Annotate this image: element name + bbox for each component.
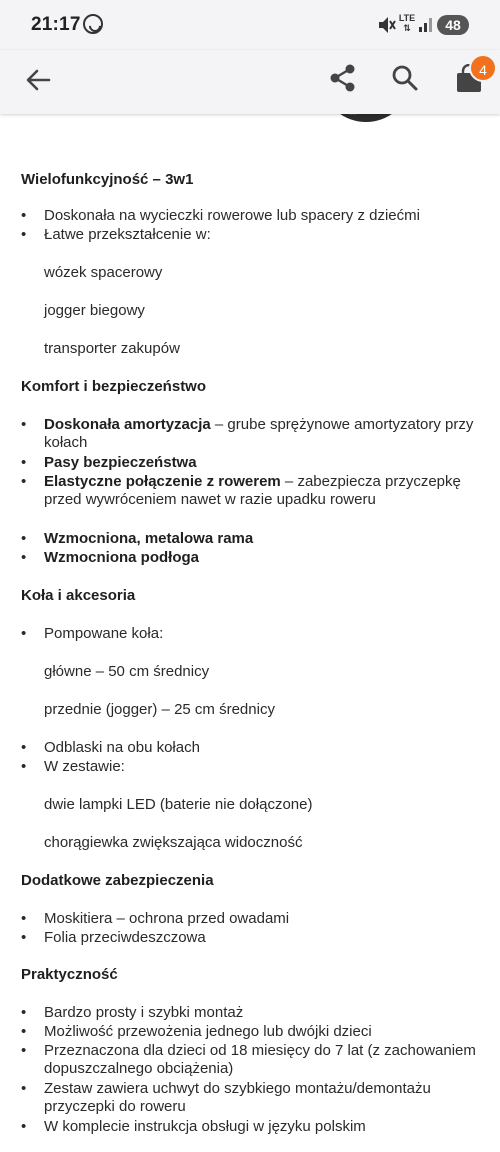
sub-item: chorągiewka zwiększająca widoczność <box>44 834 303 851</box>
mute-icon <box>376 14 396 36</box>
sub-item: dwie lampki LED (baterie nie dołączone) <box>44 796 313 813</box>
signal-icon <box>418 16 434 32</box>
section-heading-wheels: Koła i akcesoria <box>21 587 136 604</box>
product-description: Wielofunkcyjność – 3w1 • Doskonała na wycieczki rowerowe lub spacery z dziećmi • Łatwe przekształcenie w: wózek spacerowy jogger biegowy transporter zakupów Komfort i bezpieczeństwo • Doskonała amortyzacja – grube sprężynowe amortyzatory przy kołach • Pasy bezpieczeństwa • Elastyczne połączenie z rowerem – zabezpiecza przyczepkę przed wywróceniem nawet w razie upadku roweru • Wzmocniona, metalowa rama • Wzmocniona podłoga Koła i akcesoria • Pompowane koła: główne – 50 cm średnicy przednie (jogger) – 25 cm średnicy • Odblaski na obu kołach • W zestawie: dwie lampki LED (baterie nie dołączone) chorągiewka zwiększająca widoczność Dodatkowe zabezpieczenia • Moskitiera – ochrona przed owadami • Folia przeciwdeszczowa Praktyczność • Bardzo prosty i szybki montaż • Możliwość przewożenia jednego lub dwójki dzieci • Przeznaczona dla dzieci od 18 miesięcy do 7 lat (z zachowaniem dopuszczalnego obciążenia) • Zestaw zawiera uchwyt do szybkiego montażu/demontażu przyczepki do roweru • W komplecie instrukcja obsługi w języku polskim <box>0 114 500 1152</box>
product-image-wheel <box>316 114 412 156</box>
sub-item: przednie (jogger) – 25 cm średnicy <box>44 701 275 718</box>
section-heading-extra-safety: Dodatkowe zabezpieczenia <box>21 872 214 889</box>
section-heading-practicality: Praktyczność <box>21 966 118 983</box>
whatsapp-icon <box>83 14 103 34</box>
status-time: 21:17 <box>31 14 81 35</box>
share-icon[interactable] <box>328 63 358 93</box>
sub-item: transporter zakupów <box>44 340 180 357</box>
network-type: LTE ⇅ <box>398 13 416 33</box>
search-icon[interactable] <box>390 63 420 93</box>
cart-count-badge[interactable]: 4 <box>469 54 497 82</box>
section-heading-comfort: Komfort i bezpieczeństwo <box>21 378 207 395</box>
status-bar <box>0 0 500 50</box>
section-heading-multifunction: Wielofunkcyjność – 3w1 <box>21 171 194 188</box>
sub-item: wózek spacerowy <box>44 264 163 281</box>
sub-item: jogger biegowy <box>44 302 145 319</box>
back-arrow-icon[interactable] <box>24 66 52 94</box>
app-bar <box>0 50 500 114</box>
sub-item: główne – 50 cm średnicy <box>44 663 210 680</box>
battery-indicator: 48 <box>437 15 469 35</box>
